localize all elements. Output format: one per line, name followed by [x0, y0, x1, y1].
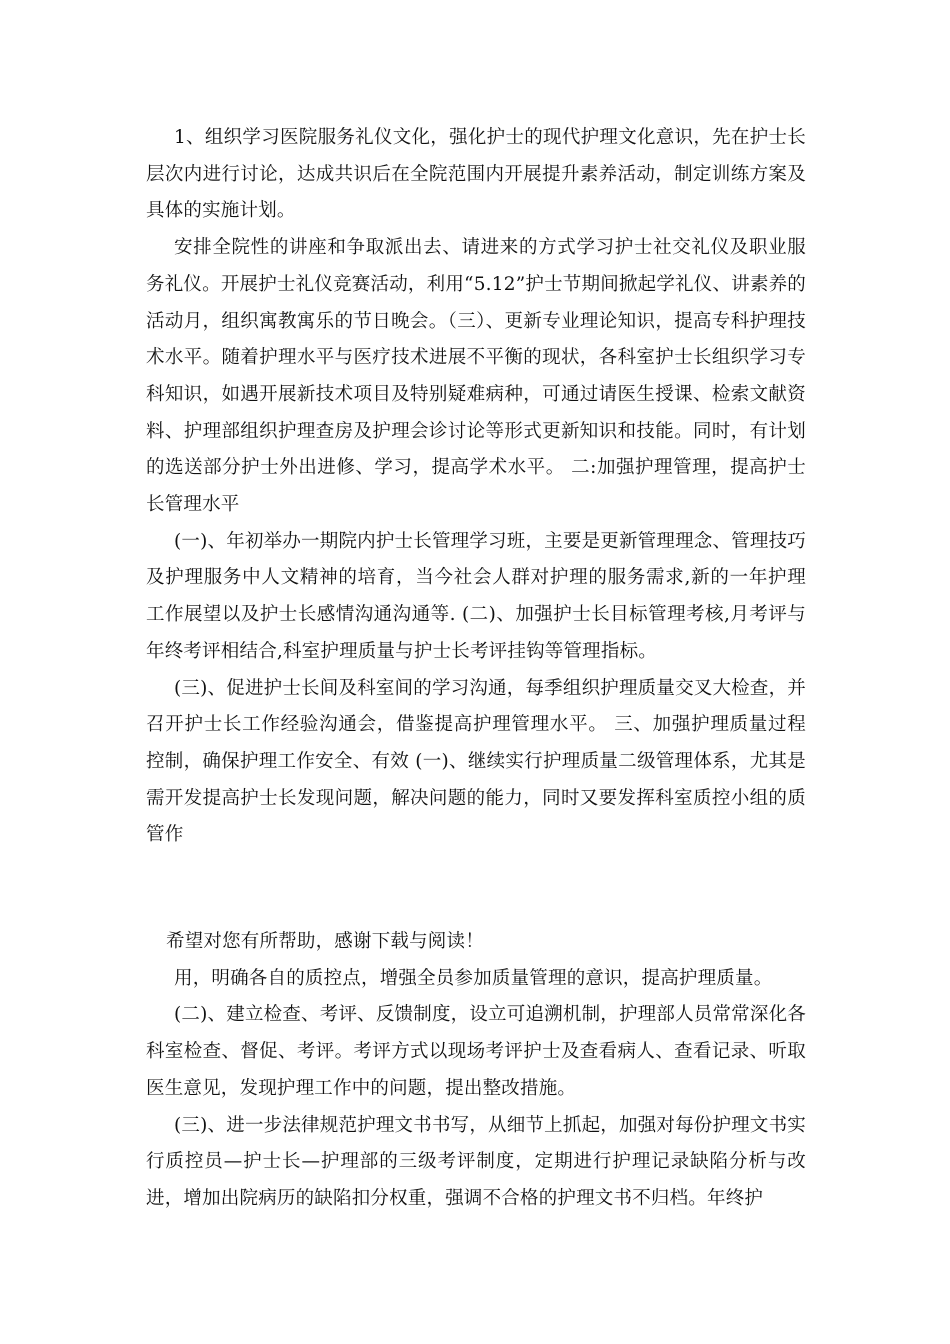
paragraph: 1、组织学习医院服务礼仪文化，强化护士的现代护理文化意识，先在护士长层次内进行讨论，达成共识后在全院范围内开展提升素养活动，制定训练方案及具体的实施计划。 [146, 127, 806, 222]
document-body-bottom [146, 924, 806, 1218]
document-body-top [146, 120, 806, 854]
paragraph: (三)、进一步法律规范护理文书书写，从细节上抓起，加强对每份护理文书实行质控员—护士长—护理部的三级考评制度，定期进行护理记录缺陷分析与改进，增加出院病历的缺陷扣分权重，强调不合格的护理文书不归档。年终护 [146, 1114, 806, 1209]
paragraph: 用，明确各自的质控点，增强全员参加质量管理的意识，提高护理质量。 [174, 967, 773, 989]
paragraph: (三)、促进护士长间及科室间的学习沟通，每季组织护理质量交叉大检查，并召开护士长工作经验沟通会，借鉴提高护理管理水平。 三、加强护理质量过程控制，确保护理工作安全、有效 (一)、继续实行护理质量二级管理体系，尤其是需开发提高护士长发现问题，解决问题的能力，同时又要发挥科室质控小组的质管作 [146, 677, 806, 846]
paragraph: (二)、建立检查、考评、反馈制度，设立可追溯机制，护理部人员常常深化各科室检查、督促、考评。考评方式以现场考评护士及查看病人、查看记录、听取医生意见，发现护理工作中的问题，提出整改措施。 [146, 1004, 806, 1099]
closing-note: 希望对您有所帮助，感谢下载与阅读！ [166, 931, 484, 952]
paragraph: (一)、年初举办一期院内护士长管理学习班，主要是更新管理理念、管理技巧及护理服务中人文精神的培育，当今社会人群对护理的服务需求,新的一年护理工作展望以及护士长感情沟通沟通等. (二)、加强护士长目标管理考核,月考评与年终考评相结合,科室护理质量与护士长考评挂钩等管理指标。 [146, 530, 806, 662]
paragraph: 安排全院性的讲座和争取派出去、请进来的方式学习护士社交礼仪及职业服务礼仪。开展护士礼仪竞赛活动，利用“5.12”护士节期间掀起学礼仪、讲素养的活动月，组织寓教寓乐的节日晚会。（三）、更新专业理论知识，提高专科护理技术水平。随着护理水平与医疗技术进展不平衡的现状，各科室护士长组织学习专科知识，如遇开展新技术项目及特别疑难病种，可通过请医生授课、检索文献资料、护理部组织护理查房及护理会诊讨论等形式更新知识和技能。同时，有计划的选送部分护士外出进修、学习，提高学术水平。 二:加强护理管理，提高护士长管理水平 [146, 237, 806, 516]
